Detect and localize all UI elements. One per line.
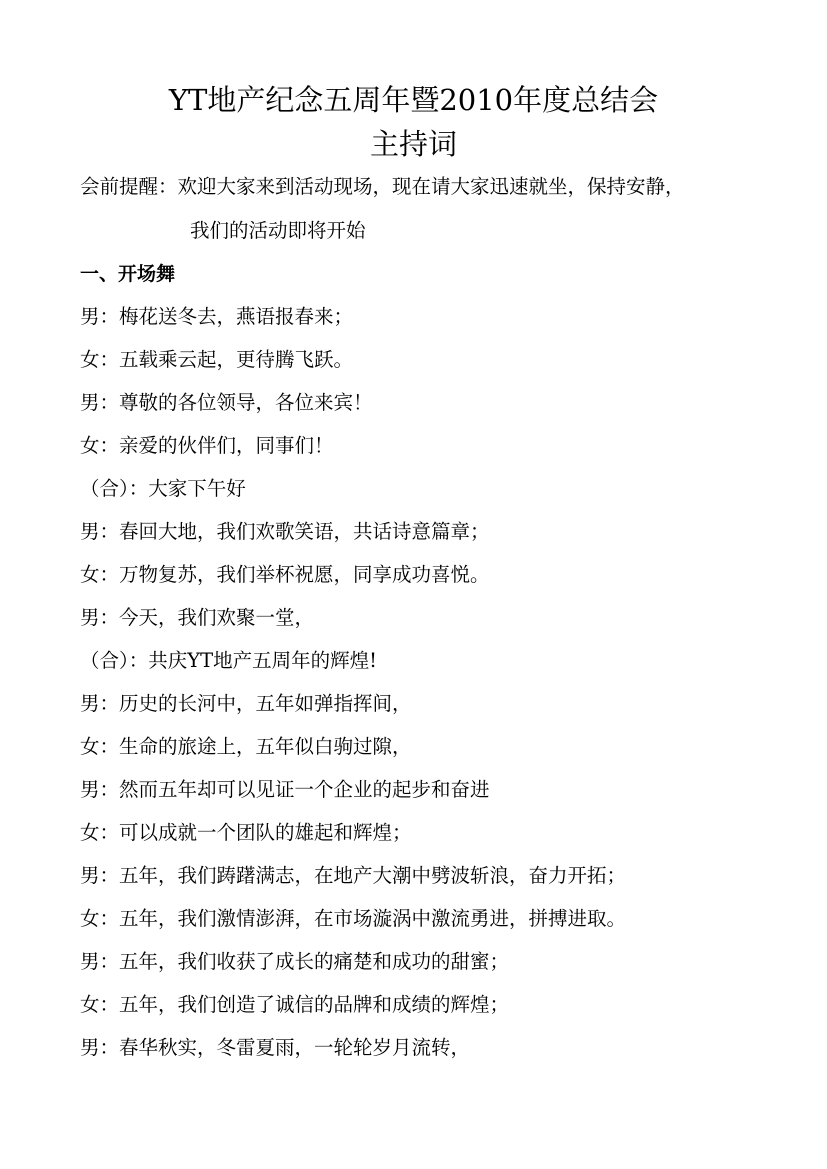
script-line: （合）：大家下午好 xyxy=(80,477,246,500)
script-line: 男：历史的长河中，五年如弹指挥间， xyxy=(80,692,412,715)
script-line: （合）：共庆YT地产五周年的辉煌! xyxy=(80,649,377,672)
script-line: 男：然而五年却可以见证一个企业的起步和奋进 xyxy=(80,778,490,801)
script-line: 女：亲爱的伙伴们，同事们！ xyxy=(80,434,334,457)
script-line: 男：五年，我们踌躇满志，在地产大潮中劈波斩浪，奋力开拓； xyxy=(80,864,627,887)
reminder-text-continued: 我们的活动即将开始 xyxy=(190,219,366,242)
document-subtitle: 主持词 xyxy=(369,127,457,161)
script-line: 男：梅花送冬去，燕语报春来； xyxy=(80,305,354,328)
script-line: 女：五年，我们创造了诚信的品牌和成绩的辉煌； xyxy=(80,993,510,1016)
script-line: 女：可以成就一个团队的雄起和辉煌； xyxy=(80,821,412,844)
script-line: 女：五年，我们激情澎湃，在市场漩涡中激流勇进，拼搏进取。 xyxy=(80,907,627,930)
script-line: 男：尊敬的各位领导，各位来宾！ xyxy=(80,391,373,414)
script-line: 男：春华秋实，冬雷夏雨，一轮轮岁月流转， xyxy=(80,1036,471,1059)
section-heading: 一、开场舞 xyxy=(80,263,176,285)
document-title: YT地产纪念五周年暨2010年度总结会 xyxy=(168,83,659,117)
script-line: 女：五载乘云起，更待腾飞跃。 xyxy=(80,348,354,371)
script-line: 男：今天，我们欢聚一堂， xyxy=(80,606,315,629)
reminder-text: 会前提醒：欢迎大家来到活动现场，现在请大家迅速就坐，保持安静， xyxy=(80,175,685,198)
script-line: 女：万物复苏，我们举杯祝愿，同享成功喜悦。 xyxy=(80,563,490,586)
script-line: 男：春回大地，我们欢歌笑语，共话诗意篇章； xyxy=(80,520,490,543)
script-line: 男：五年，我们收获了成长的痛楚和成功的甜蜜； xyxy=(80,950,510,973)
script-line: 女：生命的旅途上，五年似白驹过隙， xyxy=(80,735,412,758)
